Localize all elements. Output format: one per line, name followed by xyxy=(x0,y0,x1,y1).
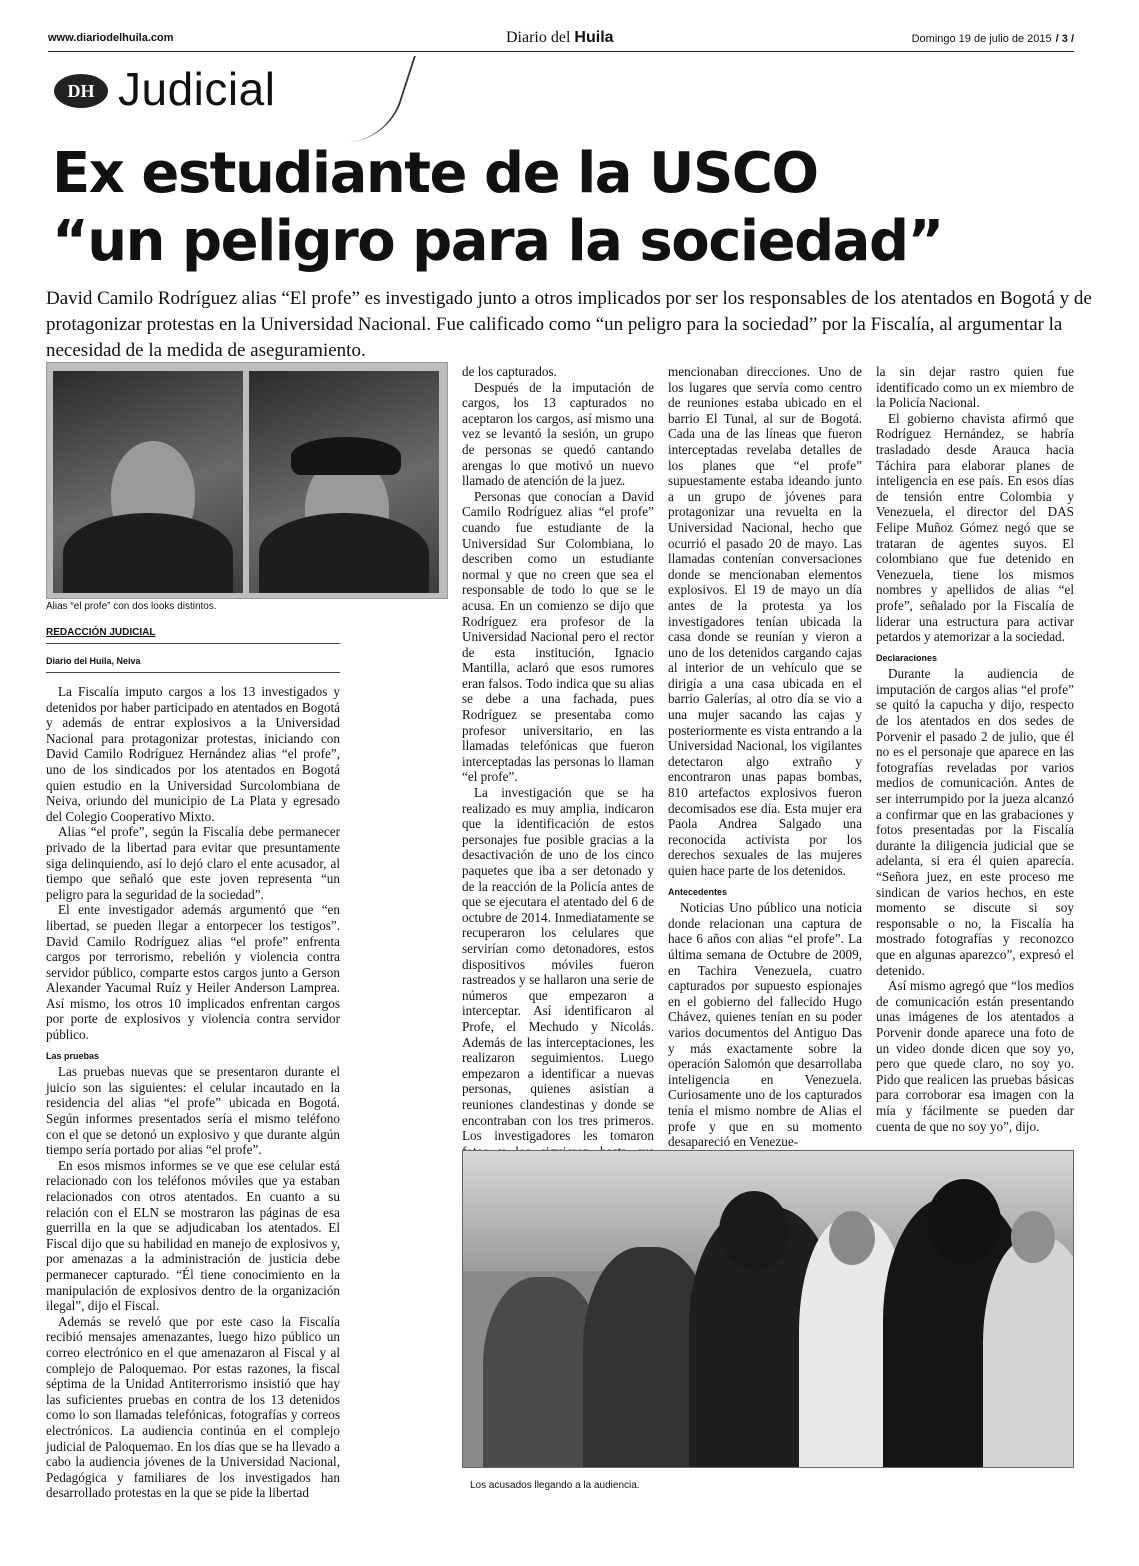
arrest-photo xyxy=(462,1150,1074,1468)
officer-head xyxy=(1011,1211,1055,1263)
suspect-photo xyxy=(46,362,448,599)
hood xyxy=(719,1191,789,1271)
paragraph: La investigación que se ha realizado es muy amplia, indicaron que la identificación de estos personajes fue posible gracias a la desactivación de uno de los cinco paquetes que iba a ser detonado y de la reacción de la Policía antes de que se ejecutara el atentado del 6 de octubre de 2014. Inmediatamente se recuperaron los celulares que servirían como detonadores, estos dispositivos móviles fueron rastreados y se hallaron una serie de números que empezaron a interceptar. Así identificaron al Profe, el Mechudo y Nicolás. Además de las interceptaciones, les realizaron seguimientos. Luego empezaron a identificar a nuevas personas, quienes asistían a reuniones clandestinas y donde se encontraban con los tres primeros. Los investigadores les tomaron xyxy=(462,785,654,1144)
paragraph: la sin dejar rastro quien fue identificado como un ex miembro de la Policía Nacional. xyxy=(876,364,1074,411)
headline-line-2: “un peligro para la sociedad” xyxy=(52,209,943,274)
column-4 xyxy=(876,364,1074,1134)
paragraph: En esos mismos informes se ve que ese celular está relacionado con los teléfonos móviles que ya estaban relacionados con otros atentados. En cuanto a su relación con el ELN se mostraron las páginas de esa guerrilla en la que se adjudicaban los atentados. El Fiscal dijo que su habilidad en manejo de explosivos y, por amenazas a la administración de justicia debe permanecer capturado. “Él tiene conocimiento en la manipulación de explosivos dentro de la organización ilegal”, dijo el Fiscal. xyxy=(46,1157,340,1314)
paragraph: de los capturados. xyxy=(462,364,557,379)
paragraph: mencionaban direcciones. Uno de los lugares que servía como centro de reuniones estaba ubicado en el barrio El Tunal, al sur de Bogotá. Cada una de las líneas que fueron interceptadas revelaba detalles de los planes que “el profe” supuestamente estaba ideando junto a un grupo de jóvenes para protagonizar una revuelta en la Universidad Nacional, hecho que ocurrió el pasado 20 de mayo. Las llamadas contenían conversaciones donde se mencionaban elementos explosivos. El 19 de mayo un día antes de la protesta ya los investigadores tenían ubicada la casa donde se reunían y vieron a uno de los detenidos cargando cajas al interior de un vehículo que se dirigía a una casa ubicada en el barrio Galerías, al otro día se vio a una mujer sacando las cajas y posteriormente es vista entrando a la Universidad Nacional, los vigilantes detectaron algo extraño y encontraron unas papas bombas, 810 artefactos explosivos fueron decomisados ese día. Esta mujer era Paola Andrea Salgado una reconocida activista por los derechos sexuales de las mujeres quien hace parte de los detenidos. xyxy=(668,364,862,878)
dh-logo: DH xyxy=(54,74,108,108)
headline xyxy=(52,140,1092,276)
paper-name-prefix: Diario del xyxy=(506,29,575,46)
paragraph: El ente investigador además argumentó que “en libertad, se pueden llegar a entorpecer los testigos”. David Camilo Rodríguez alias “el profe” enfrenta cargos por terrorismo, rebelión y violencia contra servidor público, comparte estos cargos junto a Gerson Alexander Yacumal Ruíz y Heiler Anderson Lamprea. Así mismo, los otros 10 implicados enfrentan cargos por porte de explosivos y violencia contra servidor público. xyxy=(46,902,340,1043)
photo1-caption: Alias “el profe” con dos looks distintos. xyxy=(46,601,217,612)
section-header xyxy=(54,64,384,114)
paper-name xyxy=(506,29,614,47)
headline-line-1: Ex estudiante de la USCO xyxy=(52,141,818,206)
paragraph: El gobierno chavista afirmó que Rodríguez Hernández, se habría trasladado desde Arauca hacia Táchira para elaborar planes de inteligencia en ese país. En esos días de tensión entre Colombia y Venezuela, el director del DAS Felipe Muñoz Gómez negó que se trataran de agentes suyos. El colombiano que fue detenido en Venezuela, tiene los mismos nombres y apellidos de alias “el profe”, señalado por la Fiscalía de liderar una estructura para activar petardos y atemorizar a la sociedad. xyxy=(876,410,1074,645)
suspect-hat xyxy=(291,437,401,475)
site-url[interactable]: www.diariodelhuila.com xyxy=(48,32,174,44)
subheading: Antecedentes xyxy=(668,886,728,897)
photo2-caption: Los acusados llegando a la audiencia. xyxy=(470,1480,640,1491)
lead-paragraph: David Camilo Rodríguez alias “El profe” es investigado junto a otros implicados por ser los responsables de los atentados en Bogotá y de protagonizar protestas en la Universidad Nacional. Fue calificado como “un peligro para la sociedad” por la Fiscalía, al argumentar la necesidad de la medida de aseguramiento. xyxy=(46,288,1092,361)
column-3 xyxy=(668,364,862,1150)
police-officer xyxy=(983,1237,1074,1468)
paragraph: Durante la audiencia de imputación de cargos alias “el profe” se quitó la capucha y dijo, respecto de los atentados en dos sedes de Porvenir el pasado 2 de julio, que él no es el personaje que aparece en las fotografías reveladas por varios medios de comunicación. Antes de ser interrumpido por la jueza alcanzó a confirmar que en las grabaciones y fotos presentadas por la Fiscalía durante la diligencia judicial que se adelanta, si era él quien aparecía. “Señora juez, en este proceso me sindican de varios hechos, en este momento se discute si soy responsable o no, la Fiscalía ha mostrado fotografías y reconozco que en algunas aparezco”, expresó el detenido. xyxy=(876,666,1074,978)
byline-rule xyxy=(46,643,340,644)
paragraph: Las pruebas nuevas que se presentaron durante el juicio son las siguientes: el celular incautado en la residencia del alias “el profe” ubicada en Bogotá. Según informes presentados sería el mismo teléfono con el que se detonó un explosivo y que durante algún tiempo sería portado por alias “el profe”. xyxy=(46,1064,340,1158)
byline-place: Diario del Huila, Neiva xyxy=(46,656,141,666)
top-bar xyxy=(48,30,1074,52)
page-number: / 3 / xyxy=(1055,33,1074,45)
officer-head xyxy=(829,1211,875,1265)
section-swoosh xyxy=(336,56,416,142)
paragraph: Además se reveló que por este caso la Fiscalía recibió mensajes amenazantes, luego hizo público un correo electrónico en el que amenazaron al Fiscal y al complejo de Paloquemao. Por estas razones, la fiscal séptima de la Unidad Antiterrorismo insistió que hay las suficientes pruebas en contra de los 13 detenidos como lo son llamadas telefónicas, fotografías y correos electrónicos. La audiencia continúa en el complejo judicial de Paloquemao. En los días que se ha llevado a cabo la audiencia jóvenes de la Universidad Nacional, Pedagógica y familiares de los investigados han desarrollado protestas en la que se pide la libertad xyxy=(46,1313,340,1501)
column-2 xyxy=(462,364,654,1190)
byline: REDACCIÓN JUDICIAL xyxy=(46,627,156,638)
paragraph: La Fiscalía imputo cargos a los 13 investigados y detenidos por haber participado en atentados en Bogotá y además de entrar explosivos a la Universidad Nacional para protagonizar protestas, iniciando con David Camilo Rodríguez Hernández alias “el profe”, uno de los sindicados por los atentados en Bogotá quien estudio en la Universidad Surcolombiana de Neiva, oriundo del municipio de La Plata y egresado del Colegio Cooperativo Mixto. xyxy=(46,684,340,824)
subheading: Las pruebas xyxy=(46,1050,100,1061)
paragraph: Así mismo agregó que “los medios de comunicación están presentando unas imágenes de los atentados a Porvenir donde aparece una foto de un video donde dicen que soy yo, pero que quede claro, no soy yo. Pido que realicen las pruebas básicas para corroborar esa imagen con la mía y fácilmente se pueden dar cuenta de que no soy yo”, dijo. xyxy=(876,978,1074,1134)
photo-right-panel xyxy=(249,371,439,593)
paragraph: Después de la imputación de cargos, los 13 capturados no aceptaron los cargos, así mismo una vez se levantó la sesión, un grupo de personas se quedó cantando arengas lo que motivó un nuevo llamado de atención de la juez. xyxy=(462,379,654,489)
hood xyxy=(927,1179,1001,1265)
section-name: Judicial xyxy=(118,63,276,115)
paper-name-bold: Huila xyxy=(574,29,614,46)
suspect-body xyxy=(63,513,233,593)
paragraph: Noticias Uno público una noticia donde relacionan una captura de hace 6 años con alias “el profe”. La última semana de Octubre de 2009, en Tachira Venezuela, cuatro capturados por supuesto espionajes en el gobierno del fallecido Hugo Chávez, quienes tenían en su poder varios documentos del Antiguo Das y más exactamente sobre la operación Salomón que desarrollaba inteligencia en Venezuela. Curiosamente uno de los capturados tenía el mismo nombre de Alias el profe y que en su momento desapareció en Venezue- xyxy=(668,900,862,1150)
photo-left-panel xyxy=(53,371,243,593)
paragraph: Alias “el profe”, según la Fiscalía debe permanecer privado de la libertad para evitar que presuntamente siga delinquiendo, así lo dejó claro el ente acusador, al tiempo que señaló que este joven representa “un peligro para la seguridad de la sociedad”. xyxy=(46,824,340,902)
subheading: Declaraciones xyxy=(876,652,938,663)
column-1 xyxy=(46,684,340,1501)
paragraph: Personas que conocían a David Camilo Rodríguez alias “el profe” cuando fue estudiante de la Universidad Sur Colombiana, lo describen como un estudiante normal y que no creen que sea el responsable de todo lo que se le acusa. En un comienzo se dijo que Rodríguez era profesor de la Universidad Nacional pero el rector de esta institución, Ignacio Mantilla, aclaró que esos rumores eran falsos. Todo indica que su alias se debe a una fachada, pues Rodríguez se presentaba como profesor universitario, en las llamadas telefónicas que fueron interceptadas las personas lo llaman “el profe”. xyxy=(462,488,654,785)
byline-rule xyxy=(46,672,340,673)
date-text: Domingo 19 de julio de 2015 xyxy=(911,33,1052,45)
issue-date xyxy=(912,33,1074,45)
suspect-body xyxy=(259,513,429,593)
